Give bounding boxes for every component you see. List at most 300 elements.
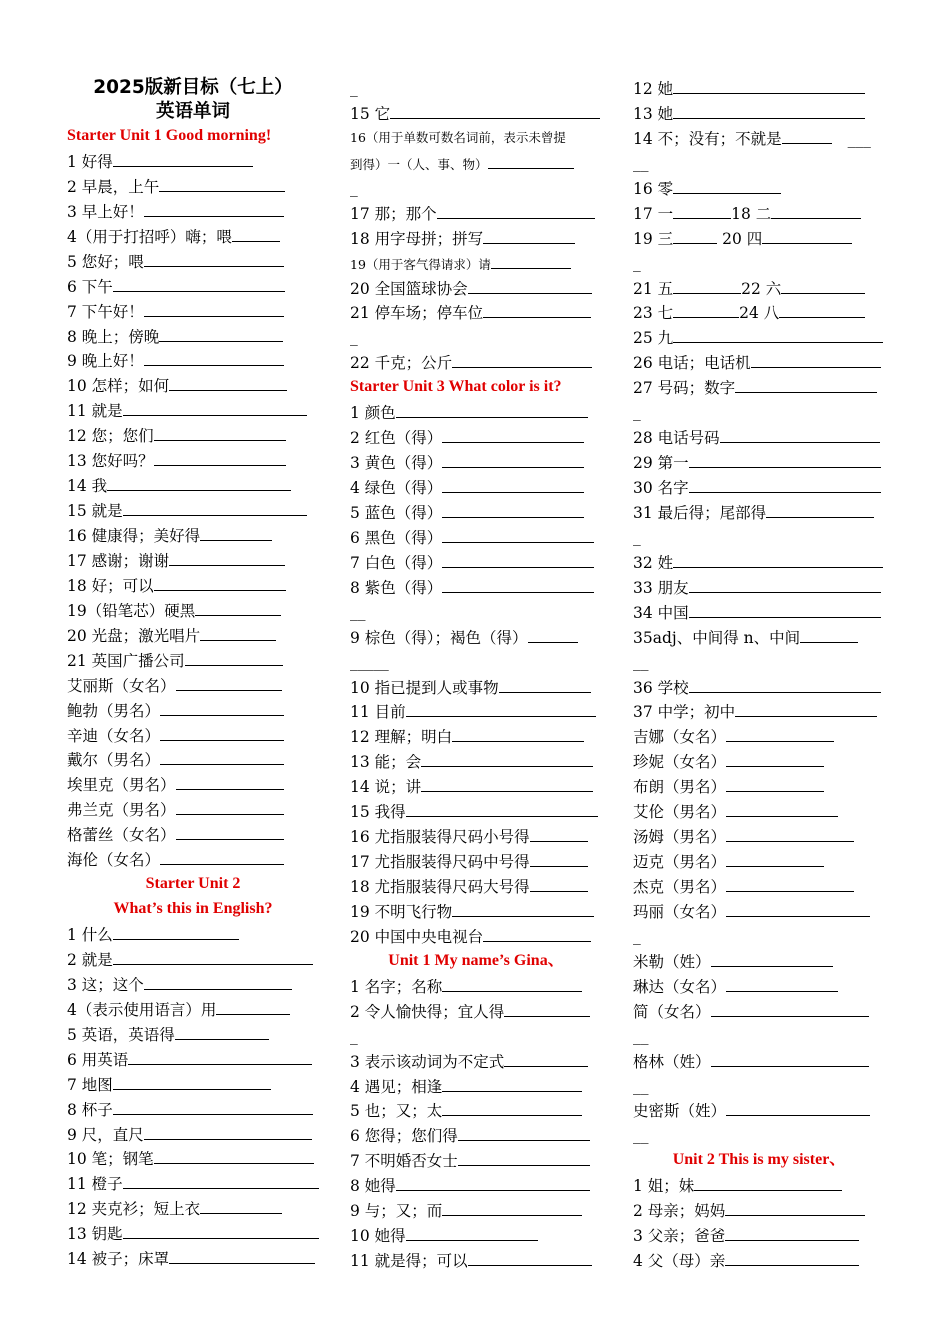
vocab-entry	[67, 922, 319, 947]
answer-blank[interactable]	[154, 423, 286, 441]
vocab-prompt: 1 名字；名称	[350, 977, 443, 996]
vocab-entry	[350, 1098, 602, 1123]
answer-blank[interactable]	[735, 375, 877, 393]
answer-blank[interactable]	[390, 101, 600, 119]
answer-blank[interactable]	[159, 324, 283, 342]
vocab-entry	[67, 698, 319, 723]
vocab-prompt: 1 颜色	[350, 404, 396, 423]
vocab-entry	[633, 1049, 885, 1074]
answer-blank[interactable]	[160, 723, 284, 741]
answer-blank[interactable]	[504, 1049, 588, 1067]
unit-heading: Starter Unit 3 What color is it?	[350, 378, 562, 396]
vocab-entry	[67, 847, 319, 872]
answer-blank[interactable]	[176, 772, 284, 790]
answer-blank[interactable]	[689, 450, 881, 468]
answer-blank[interactable]	[159, 174, 285, 192]
vocab-prompt: _	[633, 403, 641, 422]
vocab-entry	[350, 675, 602, 700]
answer-blank[interactable]	[200, 1196, 282, 1214]
answer-blank[interactable]	[176, 673, 282, 691]
vocab-prompt: 格蕾丝（女名）	[67, 826, 176, 845]
vocab-prompt: 16（用于单数可数名词前，表示未曾提	[350, 129, 566, 145]
vocab-prompt: 9 与；又；而	[350, 1202, 443, 1221]
answer-blank[interactable]	[528, 625, 578, 643]
vocab-prompt: 7 白色（得）	[350, 553, 443, 572]
vocab-entry	[633, 1198, 885, 1223]
vocab-prompt: 11 目前	[350, 703, 406, 722]
answer-blank[interactable]	[504, 999, 590, 1017]
vocab-prompt: 21 英国广播公司	[67, 651, 185, 670]
answer-blank[interactable]	[176, 822, 284, 840]
answer-blank[interactable]	[491, 251, 571, 269]
vocab-prompt: 34 中国	[633, 603, 689, 622]
answer-blank[interactable]	[113, 947, 313, 965]
vocab-prompt: 到得）一（人、事、物）	[350, 156, 488, 172]
unit-heading: What’s this in English?	[113, 900, 273, 918]
vocab-entry	[67, 573, 319, 598]
vocab-prompt: 5 蓝色（得）	[350, 503, 443, 522]
vocab-entry	[67, 797, 319, 822]
answer-blank[interactable]	[726, 874, 854, 892]
answer-blank[interactable]	[735, 699, 877, 717]
vocab-prompt: 3 这；这个	[67, 975, 144, 994]
vocab-prompt: __	[633, 1126, 649, 1145]
answer-blank[interactable]	[530, 824, 588, 842]
answer-blank[interactable]	[421, 749, 593, 767]
answer-blank[interactable]	[176, 797, 284, 815]
answer-blank[interactable]	[123, 1221, 319, 1239]
vocab-prompt: 2 红色（得）	[350, 429, 443, 448]
answer-blank[interactable]	[673, 325, 883, 343]
answer-blank[interactable]	[442, 1098, 582, 1116]
answer-blank[interactable]	[442, 974, 582, 992]
vocab-prompt: 5 英语，英语得	[67, 1025, 175, 1044]
vocab-entry	[350, 126, 602, 151]
vocab-entry	[350, 699, 602, 724]
vocab-entry	[350, 151, 602, 176]
answer-blank[interactable]	[232, 224, 280, 242]
vocab-prompt: 6 用英语	[67, 1050, 129, 1069]
vocab-prompt: 9 棕色（得）；褐色（得）	[350, 628, 528, 647]
vocab-entry	[67, 648, 319, 673]
vocab-prompt: 14 被子；床罩	[67, 1250, 170, 1269]
answer-blank[interactable]	[762, 226, 852, 244]
answer-blank[interactable]	[442, 425, 584, 443]
vocab-entry	[67, 224, 319, 249]
vocab-prompt: 4（表示使用语言）用	[67, 1000, 217, 1019]
answer-blank[interactable]	[725, 1248, 859, 1266]
answer-blank[interactable]	[442, 450, 584, 468]
vocab-entry	[67, 947, 319, 972]
vocab-prompt: 3 早上好！	[67, 202, 144, 221]
answer-blank[interactable]	[113, 922, 239, 940]
vocab-entry	[67, 548, 319, 573]
answer-blank[interactable]	[468, 276, 592, 294]
vocab-prompt: 32 姓	[633, 553, 674, 572]
vocab-prompt: 21 五	[633, 279, 674, 298]
answer-blank[interactable]	[458, 1148, 590, 1166]
vocab-prompt: 11 橙子	[67, 1175, 123, 1194]
answer-blank[interactable]	[128, 1047, 312, 1065]
answer-blank[interactable]	[154, 573, 286, 591]
vocab-entry	[633, 550, 885, 575]
answer-blank[interactable]	[726, 724, 834, 742]
vocab-prompt: 25 九	[633, 329, 674, 348]
vocab-entry	[67, 972, 319, 997]
vocab-entry	[633, 350, 885, 375]
answer-blank[interactable]	[169, 548, 285, 566]
vocab-prompt: 简（女名）	[633, 1002, 711, 1021]
answer-blank[interactable]	[711, 949, 833, 967]
unit-heading: Unit 2 This is my sister、	[672, 1151, 846, 1169]
answer-blank[interactable]	[779, 300, 865, 318]
vocab-prompt: 吉娜（女名）	[633, 728, 727, 747]
vocab-prompt: 8 杯子	[67, 1100, 113, 1119]
vocab-prompt: 22 千克；公斤	[350, 354, 453, 373]
answer-blank[interactable]	[123, 498, 307, 516]
answer-blank[interactable]	[144, 972, 292, 990]
answer-blank[interactable]	[725, 1198, 865, 1216]
answer-blank[interactable]	[113, 1097, 313, 1115]
vocab-entry	[633, 999, 885, 1024]
vocab-entry	[350, 1074, 602, 1099]
vocab-prompt: 16 零	[633, 179, 674, 198]
vocab-prompt: 3 父亲；爸爸	[633, 1227, 726, 1246]
vocab-entry	[350, 1049, 602, 1074]
answer-blank[interactable]	[123, 1171, 319, 1189]
vocab-prompt: 弗兰克（男名）	[67, 801, 176, 820]
vocab-prompt: 28 电话号码	[633, 429, 720, 448]
vocab-entry	[350, 1173, 602, 1198]
answer-blank[interactable]	[437, 201, 595, 219]
answer-blank[interactable]	[144, 348, 284, 366]
vocab-entry	[67, 523, 319, 548]
vocab-prompt: 3 表示该动词为不定式	[350, 1052, 505, 1071]
vocab-entry	[67, 249, 319, 274]
answer-blank[interactable]	[442, 500, 584, 518]
vocab-entry	[67, 174, 319, 199]
vocab-prompt: 7 下午好！	[67, 302, 144, 321]
vocab-prompt: _	[350, 1026, 358, 1045]
answer-blank[interactable]	[751, 350, 881, 368]
answer-blank[interactable]	[396, 400, 588, 418]
vocab-entry	[67, 1146, 319, 1171]
vocab-entry	[633, 675, 885, 700]
vocab-entry	[67, 1072, 319, 1097]
answer-blank[interactable]	[200, 523, 272, 541]
vocab-prompt: 29 第一	[633, 454, 689, 473]
vocab-prompt: 艾丽斯（女名）	[67, 676, 176, 695]
vocab-prompt: 7 不明婚否女士	[350, 1152, 458, 1171]
answer-blank[interactable]	[154, 1146, 314, 1164]
vocab-prompt: 鲍勃（男名）	[67, 701, 161, 720]
unit-heading: Unit 1 My name’s Gina、	[388, 951, 564, 969]
vocab-prompt: 26 电话；电话机	[633, 354, 751, 373]
answer-blank[interactable]	[442, 1074, 582, 1092]
vocab-entry	[67, 623, 319, 648]
answer-blank[interactable]	[673, 550, 883, 568]
answer-blank[interactable]	[673, 176, 781, 194]
vocab-prompt: 22 六	[741, 279, 782, 298]
vocab-entry	[67, 1047, 319, 1072]
vocab-entry	[350, 625, 602, 650]
answer-blank[interactable]	[442, 550, 594, 568]
answer-blank[interactable]	[689, 575, 881, 593]
vocab-entry	[350, 176, 602, 201]
vocab-entry	[633, 400, 885, 425]
answer-blank[interactable]	[113, 149, 253, 167]
answer-blank[interactable]	[442, 1198, 582, 1216]
vocab-prompt: 13 您好吗？	[67, 452, 154, 471]
answer-blank[interactable]	[406, 1223, 538, 1241]
answer-blank[interactable]	[406, 799, 598, 817]
answer-blank[interactable]	[107, 473, 291, 491]
answer-blank[interactable]	[726, 974, 838, 992]
answer-blank[interactable]	[483, 226, 575, 244]
answer-blank[interactable]	[530, 849, 588, 867]
vocab-prompt: 17 尤指服装得尺码中号得	[350, 853, 530, 872]
answer-blank[interactable]	[673, 76, 865, 94]
vocab-prompt: 10 指已提到人或事物	[350, 678, 499, 697]
vocab-entry	[633, 325, 885, 350]
vocab-entry	[633, 425, 885, 450]
answer-blank[interactable]	[726, 799, 838, 817]
vocab-prompt: 1 姐；妹	[633, 1177, 695, 1196]
answer-blank[interactable]	[689, 600, 881, 618]
vocab-prompt: 史密斯（姓）	[633, 1102, 727, 1121]
vocab-prompt: __	[633, 1026, 649, 1045]
vocab-entry	[67, 673, 319, 698]
vocab-prompt: 13 钥匙	[67, 1225, 123, 1244]
vocab-entry	[350, 974, 602, 999]
vocab-entry	[633, 1098, 885, 1123]
vocab-entry	[67, 997, 319, 1022]
vocab-entry	[67, 398, 319, 423]
answer-blank[interactable]	[488, 151, 574, 169]
answer-blank[interactable]	[452, 350, 592, 368]
vocab-entry	[633, 176, 885, 201]
vocab-entry	[350, 849, 602, 874]
answer-blank[interactable]	[673, 226, 717, 244]
answer-blank[interactable]	[396, 1173, 590, 1191]
vocab-entry	[350, 500, 602, 525]
answer-blank[interactable]	[216, 997, 290, 1015]
answer-blank[interactable]	[144, 199, 284, 217]
answer-blank[interactable]	[766, 500, 874, 518]
vocab-entry	[633, 126, 885, 151]
vocab-entry	[67, 772, 319, 797]
answer-blank[interactable]	[160, 847, 284, 865]
vocab-prompt: 13 她	[633, 104, 674, 123]
answer-blank[interactable]	[144, 249, 284, 267]
vocab-prompt: 20 中国中央电视台	[350, 927, 484, 946]
answer-blank[interactable]	[726, 899, 870, 917]
vocab-prompt: 18 尤指服装得尺码大号得	[350, 878, 530, 896]
answer-blank[interactable]	[673, 201, 731, 219]
answer-blank[interactable]	[144, 1122, 312, 1140]
answer-blank[interactable]	[725, 1223, 859, 1241]
vocab-entry	[633, 874, 885, 899]
vocab-entry	[67, 723, 319, 748]
vocab-prompt: 辛迪（女名）	[67, 726, 161, 745]
vocab-prompt: 2 就是	[67, 950, 113, 969]
answer-blank[interactable]	[200, 623, 276, 641]
answer-blank[interactable]	[673, 300, 739, 318]
answer-blank[interactable]	[689, 475, 881, 493]
vocab-prompt: 30 名字	[633, 479, 689, 497]
vocab-prompt: 18 用字母拼；拼写	[350, 229, 484, 248]
vocab-entry	[633, 799, 885, 824]
vocab-prompt: 布朗（男名）	[633, 778, 727, 797]
answer-blank[interactable]	[442, 525, 594, 543]
answer-blank[interactable]	[185, 648, 283, 666]
vocab-entry	[350, 799, 602, 824]
vocab-entry	[350, 201, 602, 226]
vocab-prompt: 8 紫色（得）	[350, 578, 443, 597]
vocab-entry	[350, 251, 602, 276]
answer-blank[interactable]	[782, 126, 832, 144]
vocab-entry	[633, 525, 885, 550]
vocab-prompt: 迈克（男名）	[633, 853, 727, 872]
vocab-prompt: 18 好；可以	[67, 576, 154, 595]
vocab-prompt: 14 说；讲	[350, 778, 422, 797]
answer-blank[interactable]	[160, 747, 284, 765]
vocab-entry	[633, 375, 885, 400]
answer-blank[interactable]	[195, 598, 281, 616]
vocab-prompt: 18 二	[731, 204, 772, 223]
answer-blank[interactable]	[421, 774, 593, 792]
vocab-entry	[67, 1171, 319, 1196]
vocab-entry	[633, 600, 885, 625]
answer-blank[interactable]	[144, 299, 284, 317]
vocab-entry	[350, 76, 602, 101]
vocab-entry	[350, 276, 602, 301]
answer-blank[interactable]	[726, 774, 824, 792]
vocab-prompt: _	[350, 79, 358, 97]
answer-blank[interactable]	[781, 276, 865, 294]
vocab-entry	[350, 1198, 602, 1223]
vocab-entry	[633, 1074, 885, 1099]
answer-blank[interactable]	[483, 300, 591, 318]
vocab-entry	[633, 650, 885, 675]
vocab-prompt: 20 光盘；激光唱片	[67, 626, 201, 645]
answer-blank[interactable]	[160, 698, 284, 716]
answer-blank[interactable]	[406, 699, 596, 717]
column-3	[633, 76, 885, 1273]
vocab-entry	[633, 276, 885, 301]
vocab-entry	[67, 448, 319, 473]
vocab-prompt: 4 遇见；相逢	[350, 1077, 443, 1096]
vocab-prompt: 4 绿色（得）	[350, 479, 443, 497]
vocab-prompt: 17 感谢；谢谢	[67, 551, 170, 570]
vocab-prompt: _	[633, 253, 641, 272]
answer-blank[interactable]	[711, 999, 869, 1017]
vocab-prompt: 珍妮（女名）	[633, 753, 727, 772]
answer-blank[interactable]	[113, 1072, 271, 1090]
vocab-entry	[633, 899, 885, 924]
answer-blank[interactable]	[689, 675, 881, 693]
vocab-entry	[67, 1221, 319, 1246]
vocab-prompt: 19（铅笔芯）硬黑	[67, 601, 196, 620]
vocab-prompt: 37 中学；初中	[633, 703, 736, 722]
vocab-entry	[633, 974, 885, 999]
vocab-entry	[350, 899, 602, 924]
answer-blank[interactable]	[452, 899, 594, 917]
answer-blank[interactable]	[711, 1049, 869, 1067]
answer-blank[interactable]	[771, 201, 861, 219]
vocab-entry	[633, 699, 885, 724]
vocab-entry	[350, 774, 602, 799]
vocab-prompt: 11 就是得；可以	[350, 1252, 468, 1271]
answer-blank[interactable]	[175, 1022, 269, 1040]
vocab-entry	[633, 1248, 885, 1273]
vocab-prompt: 20 全国篮球协会	[350, 279, 468, 298]
answer-blank[interactable]	[499, 675, 591, 693]
vocab-entry	[350, 999, 602, 1024]
answer-blank[interactable]	[726, 749, 824, 767]
answer-blank[interactable]	[442, 575, 594, 593]
vocab-prompt: 10 她得	[350, 1227, 406, 1246]
vocab-entry	[350, 525, 602, 550]
vocab-entry	[350, 575, 602, 600]
vocab-prompt: 8 她得	[350, 1177, 396, 1196]
answer-blank[interactable]	[726, 1098, 870, 1116]
answer-blank[interactable]	[169, 1246, 315, 1264]
answer-blank[interactable]	[169, 373, 287, 391]
answer-blank[interactable]	[720, 425, 880, 443]
answer-blank[interactable]	[154, 448, 286, 466]
vocab-entry	[350, 1148, 602, 1173]
vocab-prompt: _____	[350, 652, 389, 671]
vocab-entry	[67, 274, 319, 299]
vocab-prompt: __	[633, 153, 649, 172]
vocab-prompt: 16 健康得；美好得	[67, 527, 201, 545]
answer-blank[interactable]	[694, 1173, 842, 1191]
vocab-prompt: 格林（姓）	[633, 1052, 711, 1071]
vocab-entry	[350, 724, 602, 749]
answer-blank[interactable]	[726, 849, 824, 867]
answer-blank[interactable]	[123, 398, 307, 416]
answer-blank[interactable]	[673, 101, 865, 119]
vocab-entry	[633, 500, 885, 525]
vocab-entry	[633, 201, 885, 226]
vocab-prompt: 5 也；又；太	[350, 1102, 443, 1121]
vocab-entry	[350, 325, 602, 350]
answer-blank[interactable]	[673, 276, 741, 294]
vocab-entry	[633, 101, 885, 126]
vocab-prompt: 20 四	[717, 229, 763, 248]
answer-blank[interactable]	[452, 724, 584, 742]
vocab-prompt: __	[350, 602, 366, 621]
answer-blank[interactable]	[458, 1123, 590, 1141]
answer-blank[interactable]	[800, 625, 858, 643]
vocab-entry	[67, 1196, 319, 1221]
answer-blank[interactable]	[530, 874, 588, 892]
answer-blank[interactable]	[468, 1248, 592, 1266]
vocab-prompt: __	[633, 652, 649, 671]
answer-blank[interactable]	[726, 824, 854, 842]
vocab-entry	[67, 598, 319, 623]
answer-blank[interactable]	[113, 274, 285, 292]
answer-blank[interactable]	[442, 475, 584, 493]
vocab-entry	[633, 475, 885, 500]
vocab-prompt: 米勒（姓）	[633, 952, 711, 971]
vocab-prompt: 1 什么	[67, 926, 113, 944]
answer-blank[interactable]	[483, 924, 591, 942]
vocab-entry	[633, 949, 885, 974]
vocab-entry	[633, 724, 885, 749]
vocab-entry	[633, 924, 885, 949]
